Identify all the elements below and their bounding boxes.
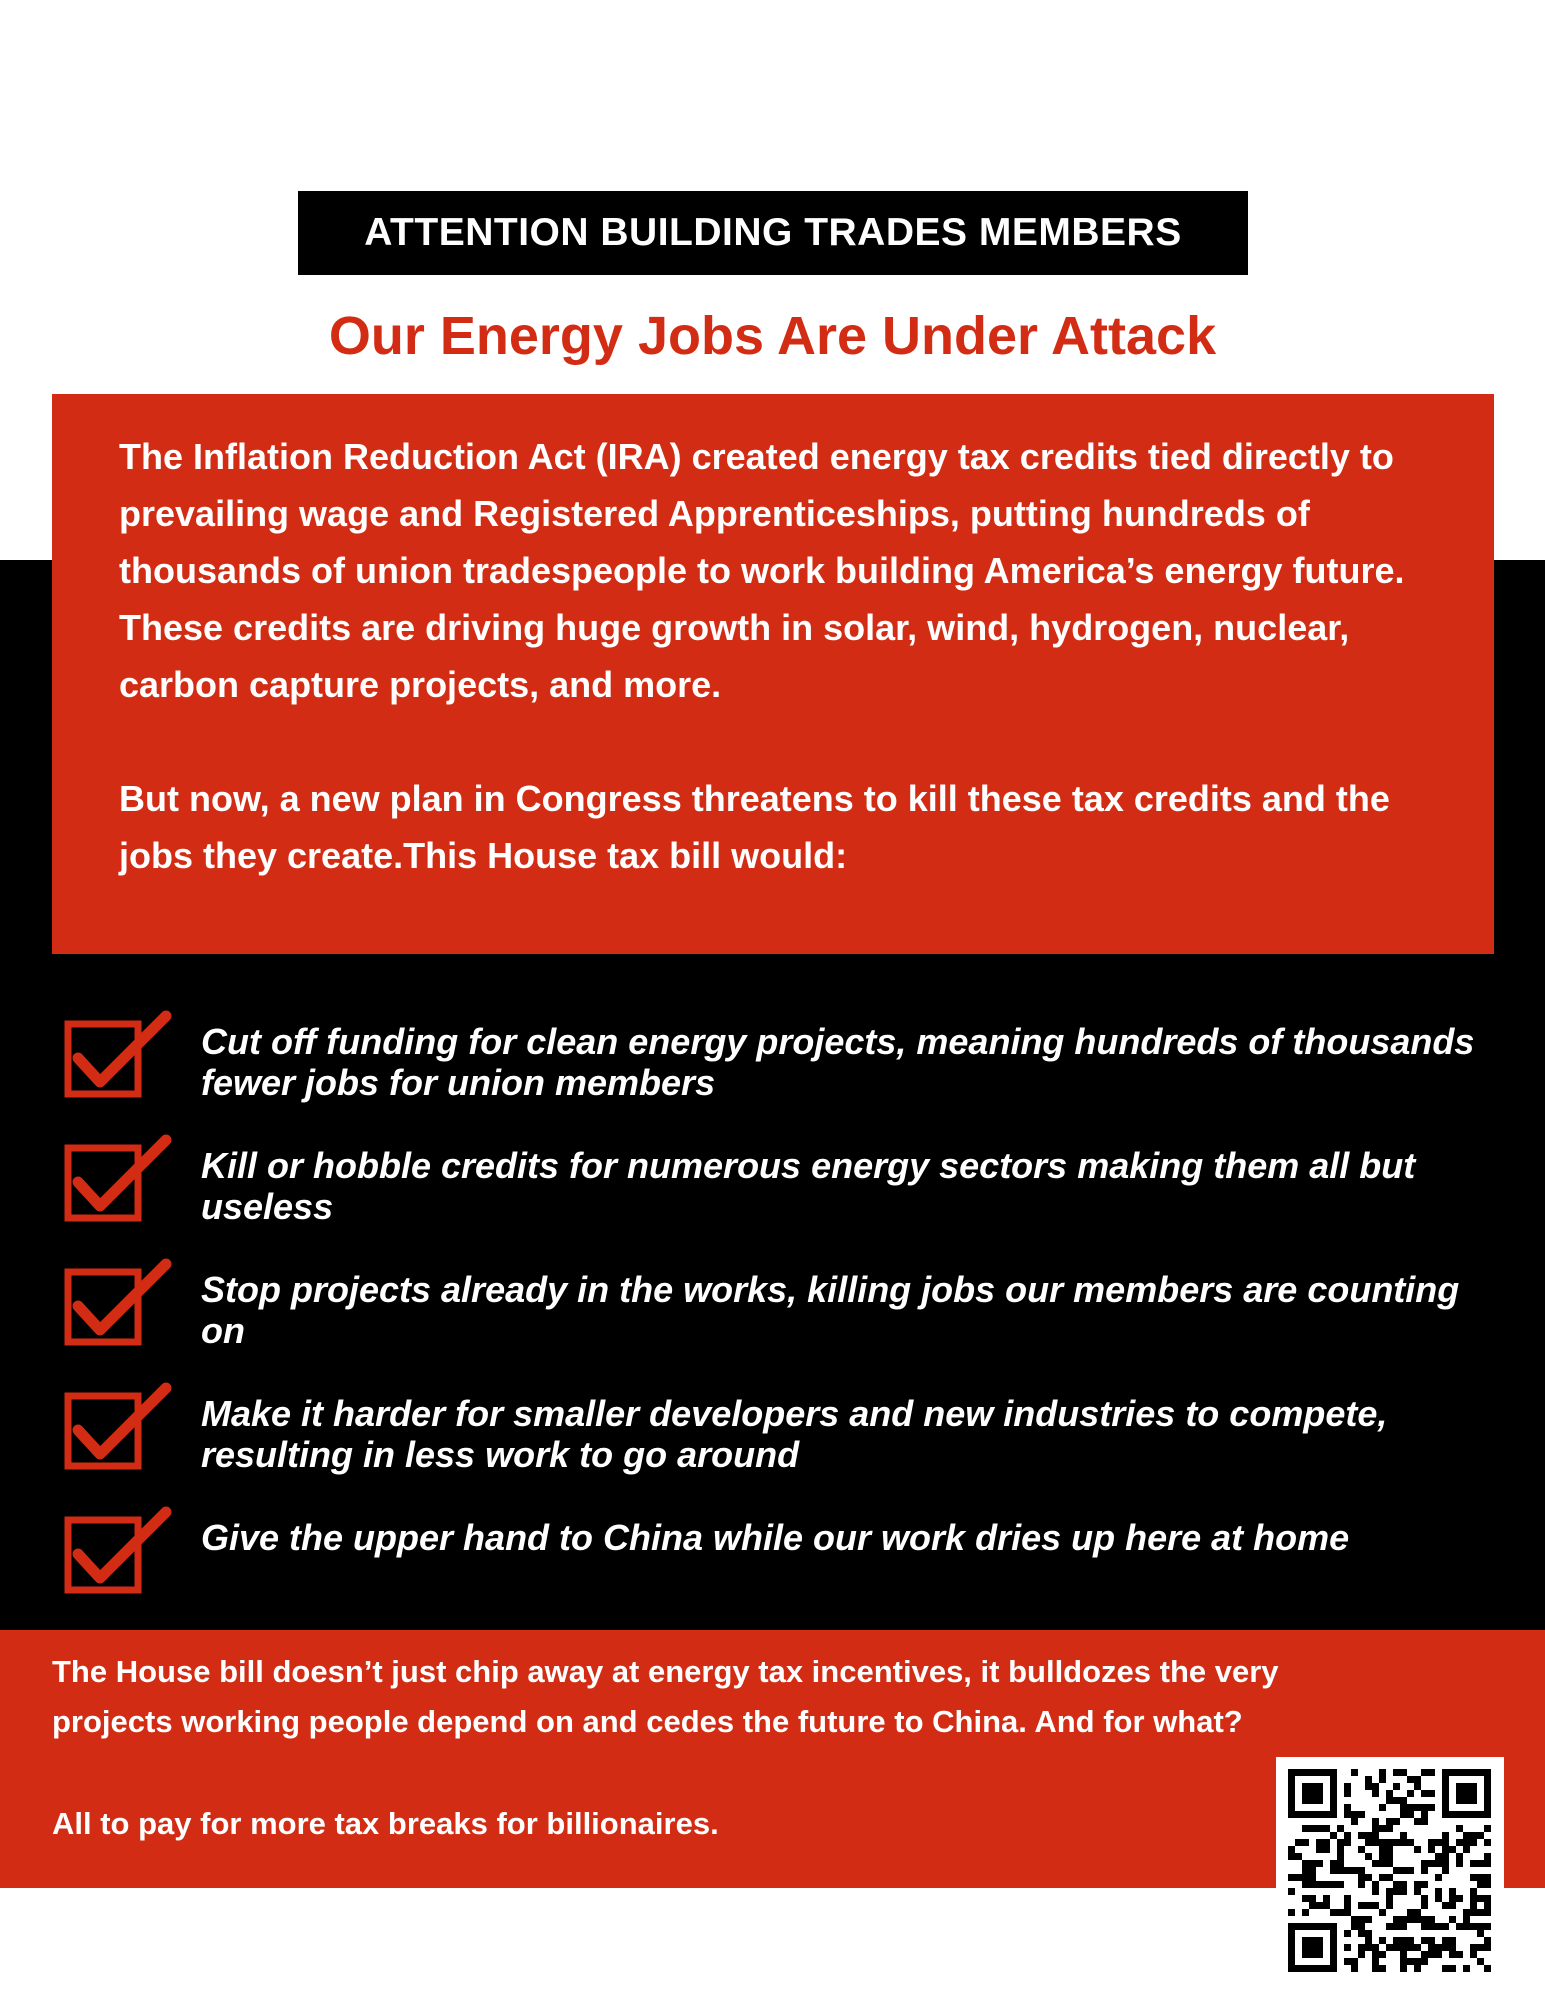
attention-banner: ATTENTION BUILDING TRADES MEMBERS bbox=[298, 191, 1248, 275]
checklist-item-text: Make it harder for smaller developers and new industries to compete, resulting in less work to go around bbox=[201, 1393, 1388, 1475]
qr-code[interactable] bbox=[1276, 1757, 1504, 1985]
checklist-item-text: Cut off funding for clean energy projects, meaning hundreds of thousands fewer jobs for union members bbox=[201, 1021, 1475, 1103]
intro-paragraph-2: But now, a new plan in Congress threatens to kill these tax credits and the jobs they create.This House tax bill would: bbox=[119, 778, 1390, 876]
page-headline: Our Energy Jobs Are Under Attack bbox=[328, 306, 1217, 366]
qr-code-icon bbox=[1276, 1757, 1504, 1985]
checkbox-check-icon bbox=[62, 1258, 172, 1350]
checkbox-check-icon bbox=[62, 1506, 172, 1598]
checklist-item-text: Give the upper hand to China while our work dries up here at home bbox=[201, 1517, 1350, 1558]
intro-paragraph-1: The Inflation Reduction Act (IRA) created energy tax credits tied directly to prevailing wage and Registered Apprenticeships, putting hundreds of thousands of union tradespeople to work building America’s energy future. These credits are driving huge growth in solar, wind, hydrogen, nuclear, carbon capture projects, and more. bbox=[119, 436, 1405, 705]
closing-tagline: All to pay for more tax breaks for billionaires. bbox=[52, 1806, 719, 1841]
checklist-item bbox=[62, 1258, 1502, 1382]
checklist-item bbox=[62, 1134, 1502, 1258]
checklist-item bbox=[62, 1382, 1502, 1506]
intro-box bbox=[52, 394, 1494, 954]
checklist-item bbox=[62, 1506, 1502, 1630]
checkbox-check-icon bbox=[62, 1010, 172, 1102]
checklist bbox=[62, 1010, 1502, 1630]
checklist-item-text: Stop projects already in the works, killing jobs our members are counting on bbox=[201, 1269, 1460, 1351]
closing-line-2: projects working people depend on and cedes the future to China. And for what? bbox=[52, 1704, 1243, 1739]
closing-line-1: The House bill doesn’t just chip away at energy tax incentives, it bulldozes the very bbox=[52, 1654, 1279, 1689]
checkbox-check-icon bbox=[62, 1382, 172, 1474]
checkbox-check-icon bbox=[62, 1134, 172, 1226]
checklist-item-text: Kill or hobble credits for numerous energy sectors making them all but useless bbox=[201, 1145, 1416, 1227]
checklist-item bbox=[62, 1010, 1502, 1134]
